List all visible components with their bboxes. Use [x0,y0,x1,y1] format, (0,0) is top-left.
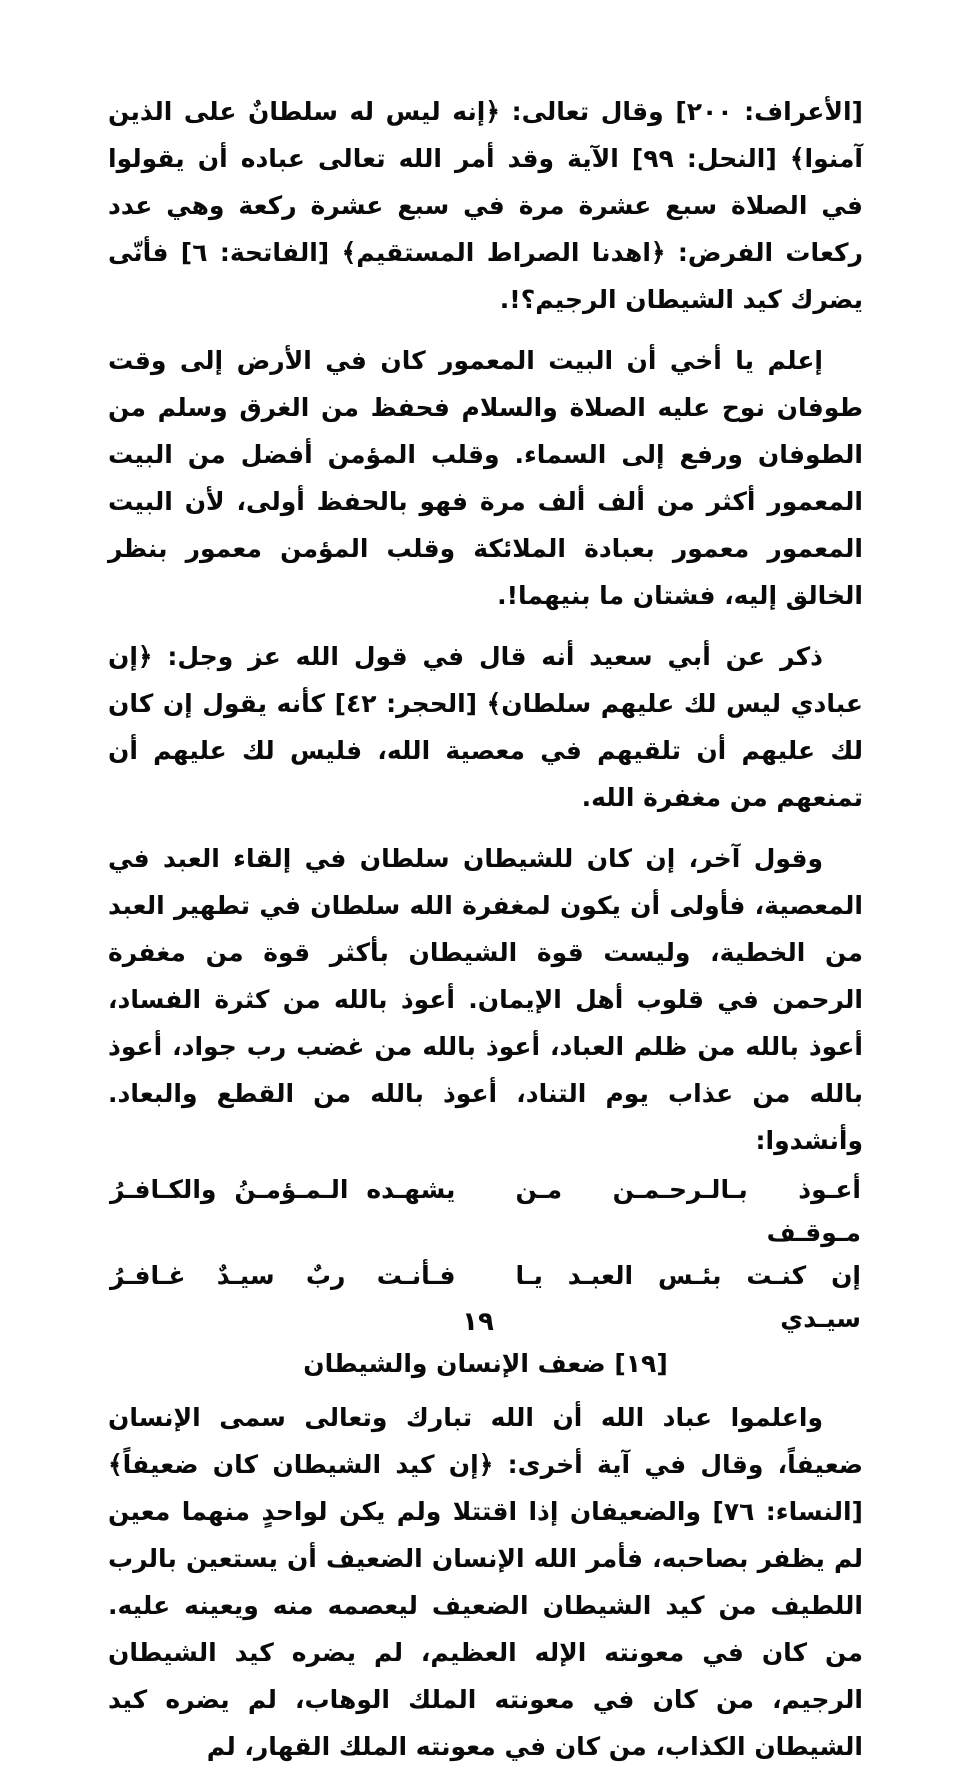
poem-line-1-first-hemistich: أعـوذ بـالـرحـمـن مـن مـوقـف [515,1175,861,1247]
paragraph-3: ذكر عن أبي سعيد أنه قال في قول الله عز وجل: ﴿إن عبادي ليس لك عليهم سلطان﴾ [الحجر: ٤٢] كأنه يقول إن كان لك عليهم أن تلقيهم في معصية الله، فليس لك عليهم أن تمنعهم من مغفرة الله. [108,642,863,812]
poem-line-1-second-hemistich: يشهـده الـمـؤمـنُ والكـافـرُ [110,1175,456,1204]
poem-line-1 [108,1168,863,1254]
paragraph-2: إعلم يا أخي أن البيت المعمور كان في الأرض إلى وقت طوفان نوح عليه الصلاة والسلام فحفظ من الغرق وسلم من الطوفان ورفع إلى السماء. وقلب المؤمن أفضل من البيت المعمور أكثر من ألف ألف مرة فهو بالحفظ أولى، لأن البيت المعمور معمور بعبادة الملائكة وقلب المؤمن معمور بنظر الخالق إليه، فشتان ما بنيهما!. [108,346,863,610]
paragraph-5: واعلموا عباد الله أن الله تبارك وتعالى سمى الإنسان ضعيفاً، وقال في آية أخرى: ﴿إن كيد الشيطان كان ضعيفاً﴾ [النساء: ٧٦] والضعيفان إذا اقتتلا ولم يكن لواحدٍ منهما معين لم يظفر بصاحبه، فأمر الله الإنسان الضعيف أن يستعين بالرب اللطيف من كيد الشيطان الضعيف ليعصمه منه ويعينه عليه. من كان في معونته الإله العظيم، لم يضره كيد الشيطان الرجيم، من كان في معونته الملك الوهاب، لم يضره كيد الشيطان الكذاب، من كان في معونته الملك القهار، لم [108,1403,863,1761]
page-body [108,88,863,1761]
poem-line-2-second-hemistich: فـأنـت ربٌ سيـدٌ غـافـرُ [110,1261,456,1290]
paragraph-4: وقول آخر، إن كان للشيطان سلطان في إلقاء العبد في المعصية، فأولى أن يكون لمغفرة الله سلطان في تطهير العبد من الخطية، وليست قوة الشيطان بأكثر قوة من مغفرة الرحمن في قلوب أهل الإيمان. أعوذ بالله من كثرة الفساد، أعوذ بالله من ظلم العباد، أعوذ بالله من غضب رب جواد، أعوذ بالله من عذاب يوم التناد، أعوذ بالله من القطع والبعاد. وأنشدوا: [108,844,863,1155]
poem-line-2-first-hemistich: إن كنـت بئـس العبـد يـا سيـدي [515,1261,861,1333]
paragraph-1: [الأعراف: ٢٠٠] وقال تعالى: ﴿إنه ليس له سلطانٌ على الذين آمنوا﴾ [النحل: ٩٩] الآية وقد أمر الله تعالى عباده أن يقولوا في الصلاة سبع عشرة مرة في سبع عشرة ركعة وهي عدد ركعات الفرض: ﴿اهدنا الصراط المستقيم﴾ [الفاتحة: ٦] فأنّى يضرك كيد الشيطان الرجيم؟!. [108,97,863,314]
page-number: ١٩ [462,1307,494,1337]
section-heading: [١٩] ضعف الإنسان والشيطان [303,1349,668,1378]
